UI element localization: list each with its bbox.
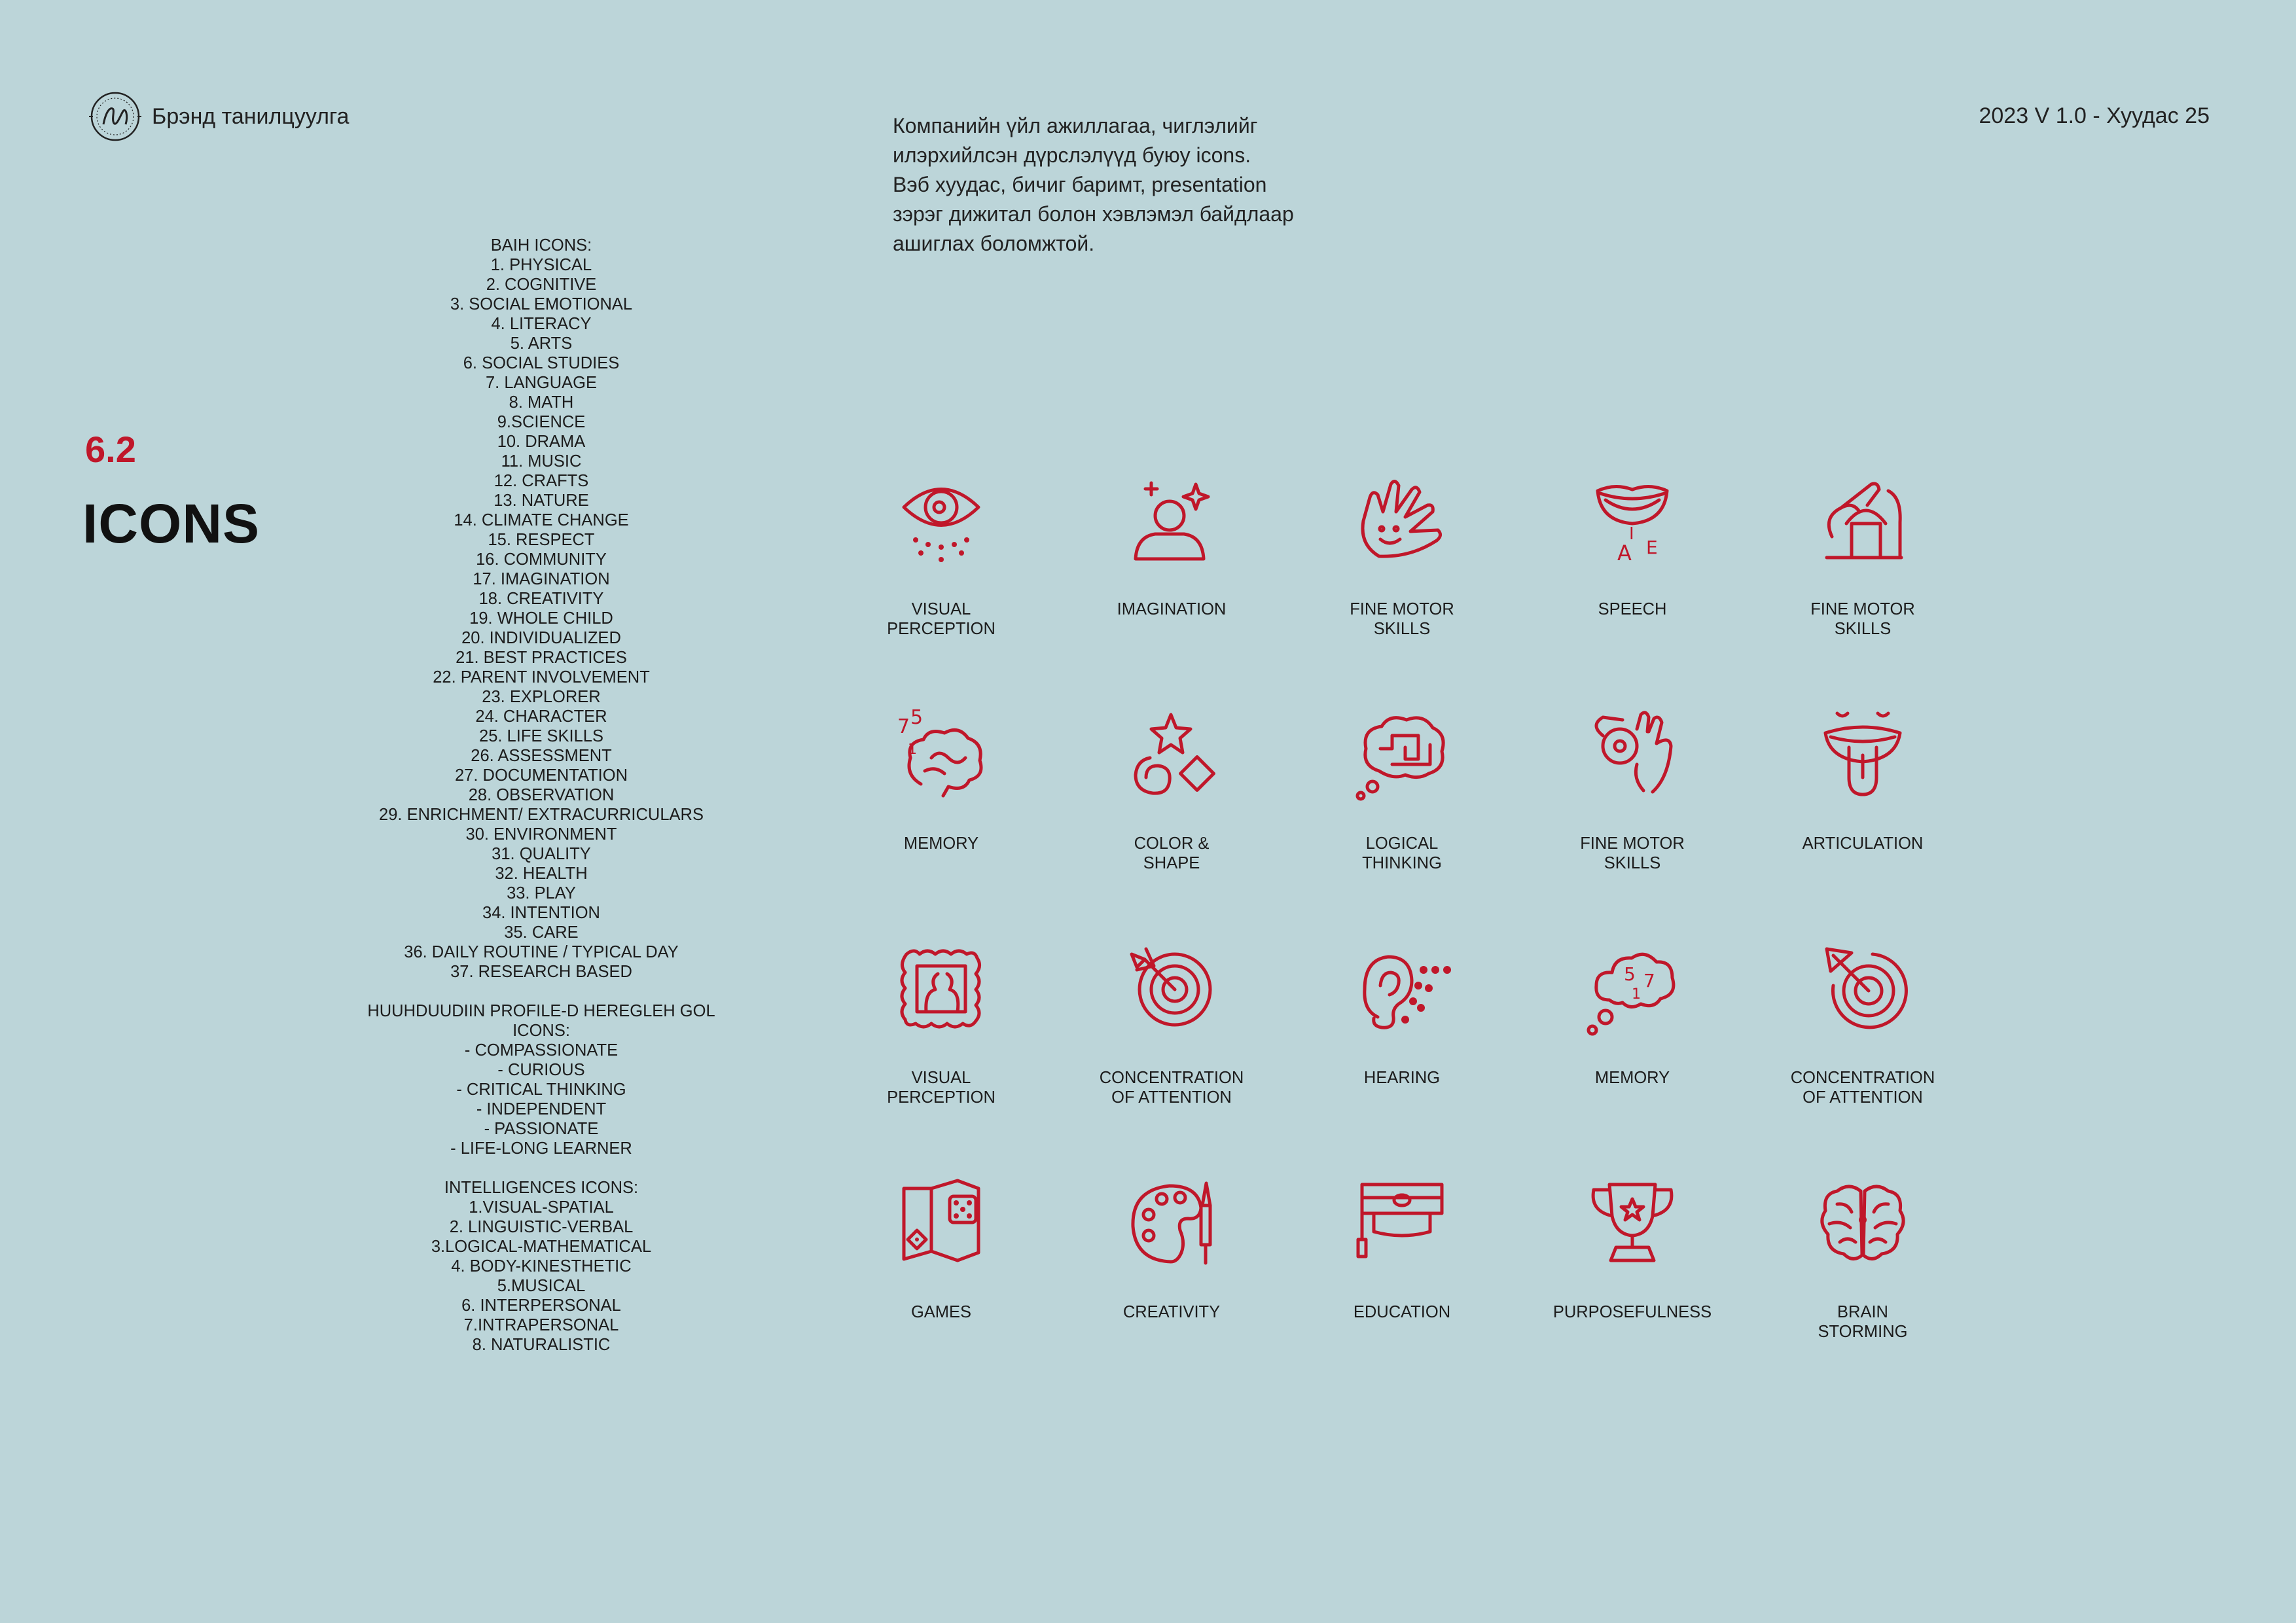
icon-tile [1056,940,1287,1107]
mouth-icon [1583,471,1681,569]
icon-label-line: HEARING [1363,1069,1441,1087]
list-item: 17. IMAGINATION [473,570,610,588]
list-title: BAIH ICONS: [490,236,592,255]
list-item: 29. ENRICHMENT/ EXTRACURRICULARS [379,806,704,824]
list-item: 16. COMMUNITY [476,550,607,569]
list-item: 15. RESPECT [488,531,595,549]
icon-label [1056,1302,1287,1322]
list-item: - LIFE-LONG LEARNER [450,1139,632,1158]
icon-label-line: COLOR & [1134,834,1210,853]
svg-text:5: 5 [910,706,924,729]
icon-label [1748,599,1978,639]
list-item: 35. CARE [504,923,579,942]
list-item: 6. SOCIAL STUDIES [463,354,620,372]
icon-label [1517,1302,1748,1322]
svg-text:1: 1 [1632,986,1641,1003]
icon-label [1056,1068,1287,1107]
svg-text:5: 5 [1624,963,1636,985]
intro-paragraph [893,111,1377,259]
svg-text:7: 7 [1643,970,1655,991]
icon-tile [826,705,1056,853]
icon-tile [1517,705,1748,873]
icon-label-line: CONCENTRATION [1790,1069,1935,1087]
icon-label-line: SKILLS [1834,620,1892,638]
brain-icon [1814,1174,1912,1272]
icon-label [826,1068,1056,1107]
icon-label-line: SPEECH [1598,600,1667,618]
icon-tile [1056,471,1287,619]
icon-tile [826,1174,1056,1322]
icon-tile [1056,1174,1287,1322]
list-item: 36. DAILY ROUTINE / TYPICAL DAY [404,943,679,961]
icon-tile [1517,940,1748,1088]
icon-label-line: EDUCATION [1353,1303,1451,1321]
list-title: ICONS: [512,1022,570,1040]
intro-line: зэрэг дижитал болон хэвлэмэл байдлаар [893,202,1294,226]
target-dart-icon [1122,940,1221,1038]
list-item: 19. WHOLE CHILD [469,609,613,628]
icon-label-line: SHAPE [1143,854,1200,872]
list-title: INTELLIGENCES ICONS: [444,1179,639,1197]
svg-text:1: 1 [908,741,917,758]
icon-label-line: CREATIVITY [1122,1303,1221,1321]
list-item: 3.LOGICAL-MATHEMATICAL [431,1238,652,1256]
list-title: HUUHDUUDIIN PROFILE-D HEREGLEH GOL [367,1002,715,1020]
list-item: 34. INTENTION [482,904,600,922]
list-item: 12. CRAFTS [493,472,589,490]
icon-tile [826,471,1056,639]
hand-icon [1353,471,1451,569]
list-item: 28. OBSERVATION [468,786,615,804]
icon-label-line: MEMORY [1594,1069,1670,1087]
icon-label-line: SKILLS [1373,620,1431,638]
list-item: 14. CLIMATE CHANGE [454,511,629,529]
section-title: ICONS [82,493,260,554]
list-item: 8. NATURALISTIC [472,1336,611,1354]
icon-label-line: PERCEPTION [887,620,996,638]
list-item: 6. INTERPERSONAL [461,1296,621,1315]
icon-label [1517,1068,1748,1088]
icon-list-group [353,1001,729,1158]
target-arrow-icon [1814,940,1912,1038]
list-item: - CURIOUS [497,1061,585,1079]
picture-frame-icon [892,940,990,1038]
icon-label [1287,1068,1517,1088]
list-item: 8. MATH [509,393,574,412]
list-item: 7. LANGUAGE [485,374,598,392]
intro-line: ашиглах боломжтой. [893,232,1095,255]
list-item: 37. RESEARCH BASED [450,963,632,981]
icon-label [1748,1302,1978,1342]
icon-label-line: FINE MOTOR [1580,834,1685,853]
brand-seal-logo [88,89,143,144]
icon-label-line: FINE MOTOR [1350,600,1454,618]
games-icon [892,1174,990,1272]
list-item: 18. CREATIVITY [478,590,604,608]
intro-line: Компанийн үйл ажиллагаа, чиглэлийг [893,114,1258,137]
list-item: 33. PLAY [507,884,576,902]
list-item: 1. PHYSICAL [490,256,592,274]
icon-tile [1056,705,1287,873]
icon-label [1287,834,1517,873]
list-item: 2. LINGUISTIC-VERBAL [449,1218,634,1236]
icon-label-line: STORMING [1818,1323,1908,1341]
list-item: 27. DOCUMENTATION [455,766,628,785]
icon-label-line: OF ATTENTION [1111,1088,1232,1107]
icons-grid [826,471,1981,1341]
icon-tile [1748,705,1978,853]
list-item: 2. COGNITIVE [486,276,597,294]
page-info: 2023 V 1.0 - Хуудас 25 [1979,103,2210,128]
icon-label-line: FINE MOTOR [1810,600,1915,618]
icon-lists [353,236,729,1374]
icon-label [1287,599,1517,639]
icon-label [1748,1068,1978,1107]
list-item: 32. HEALTH [495,865,588,883]
icon-label-line: THINKING [1362,854,1442,872]
list-item: 23. EXPLORER [482,688,601,706]
shapes-icon [1122,705,1221,804]
icon-label [826,599,1056,639]
ear-icon [1353,940,1451,1038]
tongue-icon [1814,705,1912,804]
icon-label-line: SKILLS [1604,854,1661,872]
palette-icon [1122,1174,1221,1272]
list-item: - PASSIONATE [484,1120,599,1138]
list-item: - INDEPENDENT [476,1100,607,1118]
list-item: 3. SOCIAL EMOTIONAL [450,295,633,313]
icon-label [1056,599,1287,619]
icon-tile [1748,1174,1978,1342]
icon-label-line: VISUAL [911,600,971,618]
list-item: 11. MUSIC [501,452,582,471]
list-item: 9.SCIENCE [497,413,586,431]
brand-label: Брэнд танилцуулга [152,103,350,129]
memory-brain-icon [892,705,990,804]
list-item: 4. BODY-KINESTHETIC [451,1257,632,1275]
list-item: 20. INDIVIDUALIZED [461,629,621,647]
list-item: 13. NATURE [493,491,589,510]
icon-label [1517,599,1748,619]
svg-text:7: 7 [897,715,910,738]
finger-block-icon [1814,471,1912,569]
svg-text:I: I [1629,524,1634,544]
intro-line: Вэб хуудас, бичиг баримт, presentation [893,173,1267,196]
list-item: - COMPASSIONATE [464,1041,619,1060]
intro-line: илэрхийлсэн дүрслэлүүд буюу icons. [893,143,1251,167]
icon-label-line: PURPOSEFULNESS [1552,1303,1712,1321]
list-item: 7.INTRAPERSONAL [463,1316,619,1334]
svg-text:E: E [1646,537,1658,558]
thought-cloud-icon [1583,940,1681,1038]
list-item: 21. BEST PRACTICES [456,649,627,667]
icon-label-line: LOGICAL [1365,834,1439,853]
list-item: 25. LIFE SKILLS [479,727,603,745]
icon-tile [1287,940,1517,1088]
icon-label-line: IMAGINATION [1117,600,1227,618]
maze-brain-icon [1353,705,1451,804]
trophy-icon [1583,1174,1681,1272]
icon-tile [1517,1174,1748,1322]
icon-tile [1517,471,1748,619]
icon-label-line: PERCEPTION [887,1088,996,1107]
list-item: - CRITICAL THINKING [456,1080,626,1099]
icon-label [1287,1302,1517,1322]
icon-list-group [353,1178,729,1355]
list-item: 31. QUALITY [492,845,591,863]
icon-label-line: GAMES [910,1303,972,1321]
icon-label-line: MEMORY [903,834,979,853]
icon-list-group [353,236,729,982]
list-item: 1.VISUAL-SPATIAL [469,1198,614,1217]
header-brand [88,89,349,144]
list-item: 5. ARTS [510,334,573,353]
icon-label [826,834,1056,853]
list-item: 24. CHARACTER [475,707,607,726]
icon-label-line: CONCENTRATION [1099,1069,1244,1087]
svg-text:A: A [1617,541,1632,565]
icon-label-line: ARTICULATION [1802,834,1924,853]
list-item: 22. PARENT INVOLVEMENT [433,668,650,687]
icon-tile [1748,940,1978,1107]
icon-label-line: OF ATTENTION [1803,1088,1923,1107]
icon-label [1517,834,1748,873]
icon-tile [1748,471,1978,639]
icon-label [1056,834,1287,873]
icon-label-line: BRAIN [1837,1303,1888,1321]
list-item: 4. LITERACY [491,315,592,333]
list-item: 26. ASSESSMENT [471,747,612,765]
graduation-cap-icon [1353,1174,1451,1272]
icon-tile [826,940,1056,1107]
list-item: 5.MUSICAL [497,1277,586,1295]
hand-ball-icon [1583,705,1681,804]
eye-icon [892,471,990,569]
icon-tile [1287,471,1517,639]
icon-tile [1287,1174,1517,1322]
section-number: 6.2 [85,429,136,470]
icon-tile [1287,705,1517,873]
icon-label-line: VISUAL [911,1069,971,1087]
imagination-icon [1122,471,1221,569]
icon-label [826,1302,1056,1322]
list-item: 30. ENVIRONMENT [465,825,617,844]
icon-label [1748,834,1978,853]
list-item: 10. DRAMA [497,433,586,451]
